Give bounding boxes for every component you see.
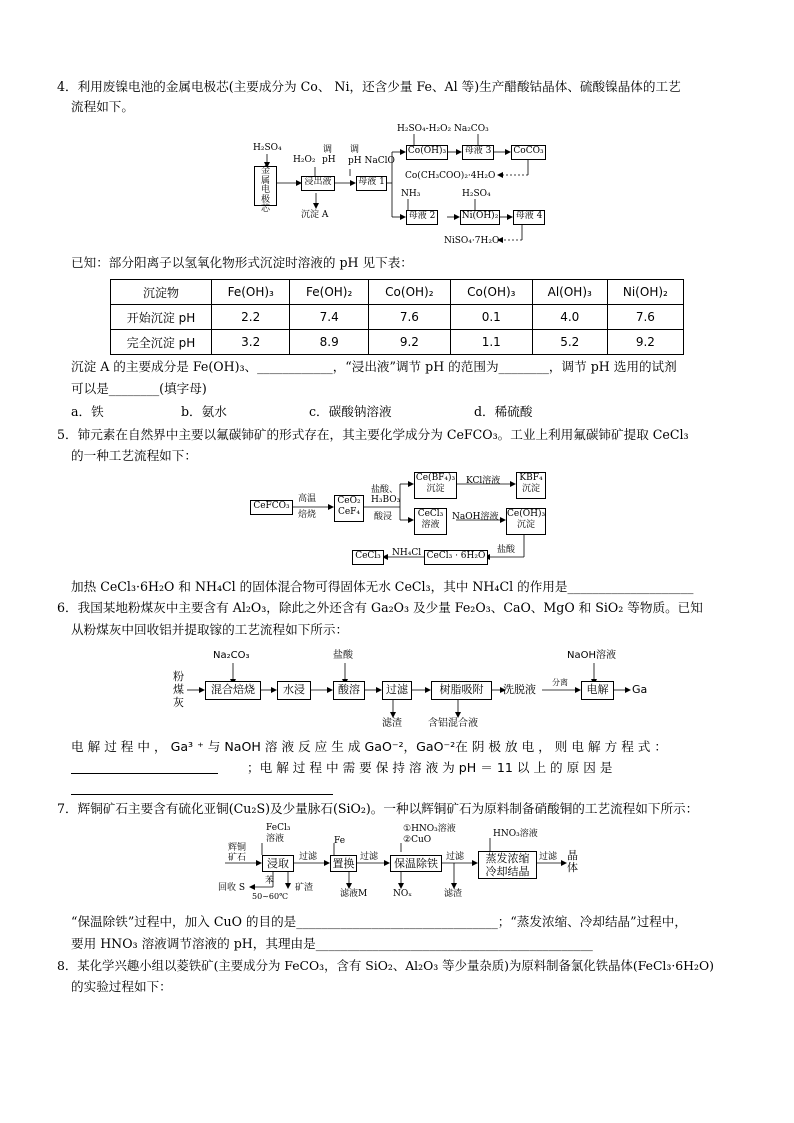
q7-filter1-label: 过滤 [299,852,318,862]
q4-precip-a-label: 沉淀 A [301,210,329,220]
q7-filter3-label: 过滤 [446,852,465,862]
table-cell: 9.2 [368,330,450,355]
table-cell: 3.2 [212,330,290,355]
q5-cecl3-hydrate-text: CeCl₃ · 6H₂O [426,551,486,561]
q6-stem-line1: 6．我国某地粉煤灰中主要含有 Al₂O₃，除此之外还含有 Ga₂O₃ 及少量 Fe₂O₃、CaO、MgO 和 SiO₂ 等物质。已知 [57,600,703,615]
q4-h2so4-2-label: H₂SO₄ [462,189,491,199]
q5-acid-mid-label: H₃BO₃ [371,495,401,505]
q5-nh4cl-label: NH₄Cl [392,548,422,558]
q4-question-line2: 可以是________(填字母) [71,381,207,396]
q7-filter2-label: 过滤 [360,852,379,862]
q6-residue-label: 滤渣 [382,718,402,729]
q6-question-line2: ；电 解 过 程 中 需 要 保 持 溶 液 为 pH ＝ 11 以 上 的 原 因 是 [247,760,613,775]
table-cell: 完全沉淀 pH [111,330,212,355]
q7-ore-label [228,843,250,863]
q5-cefco3-text: CeFCO₃ [253,501,290,511]
table-cell: 8.9 [290,330,368,355]
table-cell: 9.2 [607,330,683,355]
table-cell: 1.1 [450,330,532,355]
q7-keep-warm-box [390,855,442,872]
table-header-cell: Al(OH)₃ [532,280,607,305]
q4-coco3-text: CoCO₃ [513,146,544,156]
q5-cef4-text: CeF₄ [337,507,361,517]
table-header-cell: Fe(OH)₃ [212,280,290,305]
q6-stem-line2: 从粉煤灰中回收铝并提取镓的工艺流程如下所示： [71,622,349,637]
table-cell: 开始沉淀 pH [111,305,212,330]
q7-fe-label: Fe [334,836,346,846]
table-cell: 4.0 [532,305,607,330]
q7-residue-label: 滤渣 [444,889,463,899]
q7-crystal-label [567,850,579,874]
q6-filter-text: 过滤 [386,683,408,696]
q7-hno3-label: HNO₃溶液 [493,829,538,839]
table-cell: 2.2 [212,305,290,330]
q6-resin-text: 树脂吸附 [439,683,484,696]
q6-naoh-label: NaOH溶液 [567,650,616,661]
q4-mother2-text: 母液 2 [408,211,436,221]
q4-option-c: c．碳酸钠溶液 [309,404,392,419]
q4-known-text: 已知：部分阳离子以氢氧化物形式沉淀时溶液的 pH 见下表： [71,255,413,270]
q7-replace-box [330,855,357,872]
q5-ceoh3-sub: 沉淀 [516,520,535,530]
q7-ore-text: 辉铜矿石 [228,843,247,863]
table-cell: 7.6 [607,305,683,330]
q4-co-acetate-label: Co(CH₃COO)₂·4H₂O [405,171,496,181]
q4-h2o2-label: H₂O₂ [293,155,316,165]
q5-naoh-label: NaOH溶液 [452,512,499,522]
q7-evap1-text: 蒸发浓缩 [485,852,530,865]
table-header-cell: 沉淀物 [111,280,212,305]
q4-question-line1: 沉淀 A 的主要成分是 Fe(OH)₃、____________，“浸出液”调节 pH 的范围为________，调节 pH 选用的试剂 [71,359,677,374]
q6-al-solution-label: 含铝混合液 [428,718,478,729]
q4-nioh2-text: Ni(OH)₂ [461,211,499,221]
q4-mother4-text: 母液 4 [515,211,543,221]
q5-stem-line1: 5．铈元素在自然界中主要以氟碳铈矿的形式存在，其主要化学成分为 CeFCO₃。工业上利用氟碳铈矿提取 CeCl₃ [57,427,689,442]
q8-stem-line1: 8．某化学兴趣小组以菱铁矿(主要成分为 FeCO₃，含有 SiO₂、Al₂O₃ 等少量杂质)为原料制备氯化铁晶体(FeCl₃·6H₂O) [57,958,714,973]
table-cell: 7.6 [368,305,450,330]
q6-separate-label: 分离 [552,678,568,687]
q6-eluate-label: 洗脱液 [503,683,536,696]
q7-evap2-text: 冷却结晶 [485,865,530,878]
q7-evap-box [478,851,537,879]
table-header-cell: Co(OH)₂ [368,280,450,305]
q5-kbf4-text: KBF₄ [519,473,543,483]
q6-hcl-label: 盐酸 [333,650,353,661]
q6-ash-text: 粉煤灰 [173,670,184,709]
q7-question-line1: “保温除铁”过程中，加入 CuO 的目的是________________________________；“蒸发浓缩、冷却结晶”过程中， [71,914,687,929]
table-header-cell: Ni(OH)₂ [607,280,683,305]
q6-water-leach-text: 水浸 [283,683,305,696]
q4-tiao2-label: 调 [350,145,360,155]
q4-stem-line2: 流程如下。 [71,99,134,114]
table-cell: 0.1 [450,305,532,330]
q5-hcl-label: 盐酸 [497,545,516,555]
q4-metal-core-text: 金属电极芯 [260,166,270,214]
q5-cebf4-text: Ce(BF₄)₃ [415,473,456,483]
q7-question-line2: 要用 HNO₃ 溶液调节溶液的 pH，其理由是____________________________________________ [71,936,593,951]
q4-tiao1-label: 调 [323,145,333,155]
q6-acid-dissolve-text: 酸溶 [338,683,360,696]
table-cell: 5.2 [532,330,607,355]
q4-cooh3-text: Co(OH)₃ [407,146,447,156]
q5-ceoh3-text: Ce(OH)₃ [507,509,546,519]
q4-option-a: a．铁 [71,404,104,419]
q7-nox-label: NOₓ [393,889,413,899]
q4-stem-line1: 4．利用废镍电池的金属电极芯(主要成分为 Co、 Ni，还含少量 Fe、Al 等)生产醋酸钴晶体、硫酸镍晶体的工艺 [57,79,681,94]
q6-mix-roast-text: 混合焙烧 [211,683,255,696]
q5-acid-bottom-label: 酸浸 [374,512,393,522]
q6-na2co3-label: Na₂CO₃ [213,650,250,661]
q5-cebf4-sub: 沉淀 [426,484,445,494]
q4-leach-text: 浸出液 [304,177,332,187]
q7-keep-warm-text: 保温除铁 [394,857,438,870]
q7-fecl3-text: FeCl₃溶液 [266,823,291,844]
q6-electrolysis-text: 电解 [586,683,609,696]
q4-niso4-label: NiSO₄·7H₂O [444,236,500,246]
table-cell: 7.4 [290,305,368,330]
q4-mother3-text: 母液 3 [464,146,492,156]
q4-nh3-label: NH₃ [401,189,421,199]
q4-option-b: b．氨水 [181,404,227,419]
q7-hno3-cuo-1-label: ①HNO₃溶液 [403,824,456,834]
q7-slag-label: 矿渣 [295,883,314,893]
q7-fecl3-label [266,823,292,845]
q6-ga-label: Ga [632,683,648,696]
table-header-cell: Co(OH)₃ [450,280,532,305]
q7-temp-label: 50~60℃ [252,892,289,901]
q7-benzene-label: 苯 [265,876,275,886]
q4-h2so4-label: H₂SO₄ [253,143,282,153]
q5-kcl-label: KCl溶液 [466,476,501,486]
table-header-cell: Fe(OH)₂ [290,280,368,305]
q7-recover-s-label: 回收 S [218,883,246,893]
q7-replace-text: 置换 [332,857,355,870]
q6-question-line1: 电 解 过 程 中 ， Ga³ ⁺ 与 NaOH 溶 液 反 应 生 成 GaO⁻²，GaO⁻²在 阴 极 放 电 ， 则 电 解 方 程 式 ： [71,739,667,754]
q4-top-reagents-label: H₂SO₄-H₂O₂ Na₂CO₃ [397,124,489,134]
q4-ph2-naclo-label: pH NaClO [348,156,395,166]
q5-stem-line2: 的一种工艺流程如下： [71,448,197,463]
q7-stem-line1: 7．辉铜矿石主要含有硫化亚铜(Cu₂S)及少量脉石(SiO₂)。一种以辉铜矿石为原料制备硝酸铜的工艺流程如下所示： [57,801,699,816]
q5-cecl3-solution-sub: 溶液 [421,520,440,530]
q5-ceo2-text: CeO₂ [337,496,361,506]
q7-filter4-label: 过滤 [539,852,558,862]
q5-roast-bottom-label: 焙烧 [298,510,317,520]
q5-kbf4-sub: 沉淀 [521,484,540,494]
q5-question: 加热 CeCl₃·6H₂O 和 NH₄Cl 的固体混合物可得固体无水 CeCl₃，其中 NH₄Cl 的作用是____________________ [71,579,694,594]
q7-filtrate-m-label: 滤液M [340,889,368,899]
q4-mother1-text: 母液 1 [358,177,385,187]
q5-cecl3-solution-text: CeCl₃ [417,509,444,519]
q7-hno3-cuo-2-label: ②CuO [403,835,432,845]
q7-crystal-text: 晶体 [567,849,578,874]
q5-cecl3-final-text: CeCl₃ [355,551,381,561]
q4-ph1-label: pH [322,155,336,165]
q7-leach-text: 浸取 [267,857,289,870]
q7-leach-box [262,855,294,872]
q8-stem-line2: 的实验过程如下： [71,979,172,994]
q5-acid-top-label: 盐酸、 [371,485,399,495]
q5-roast-top-label: 高温 [298,494,317,504]
q4-option-d: d．稀硫酸 [474,404,533,419]
